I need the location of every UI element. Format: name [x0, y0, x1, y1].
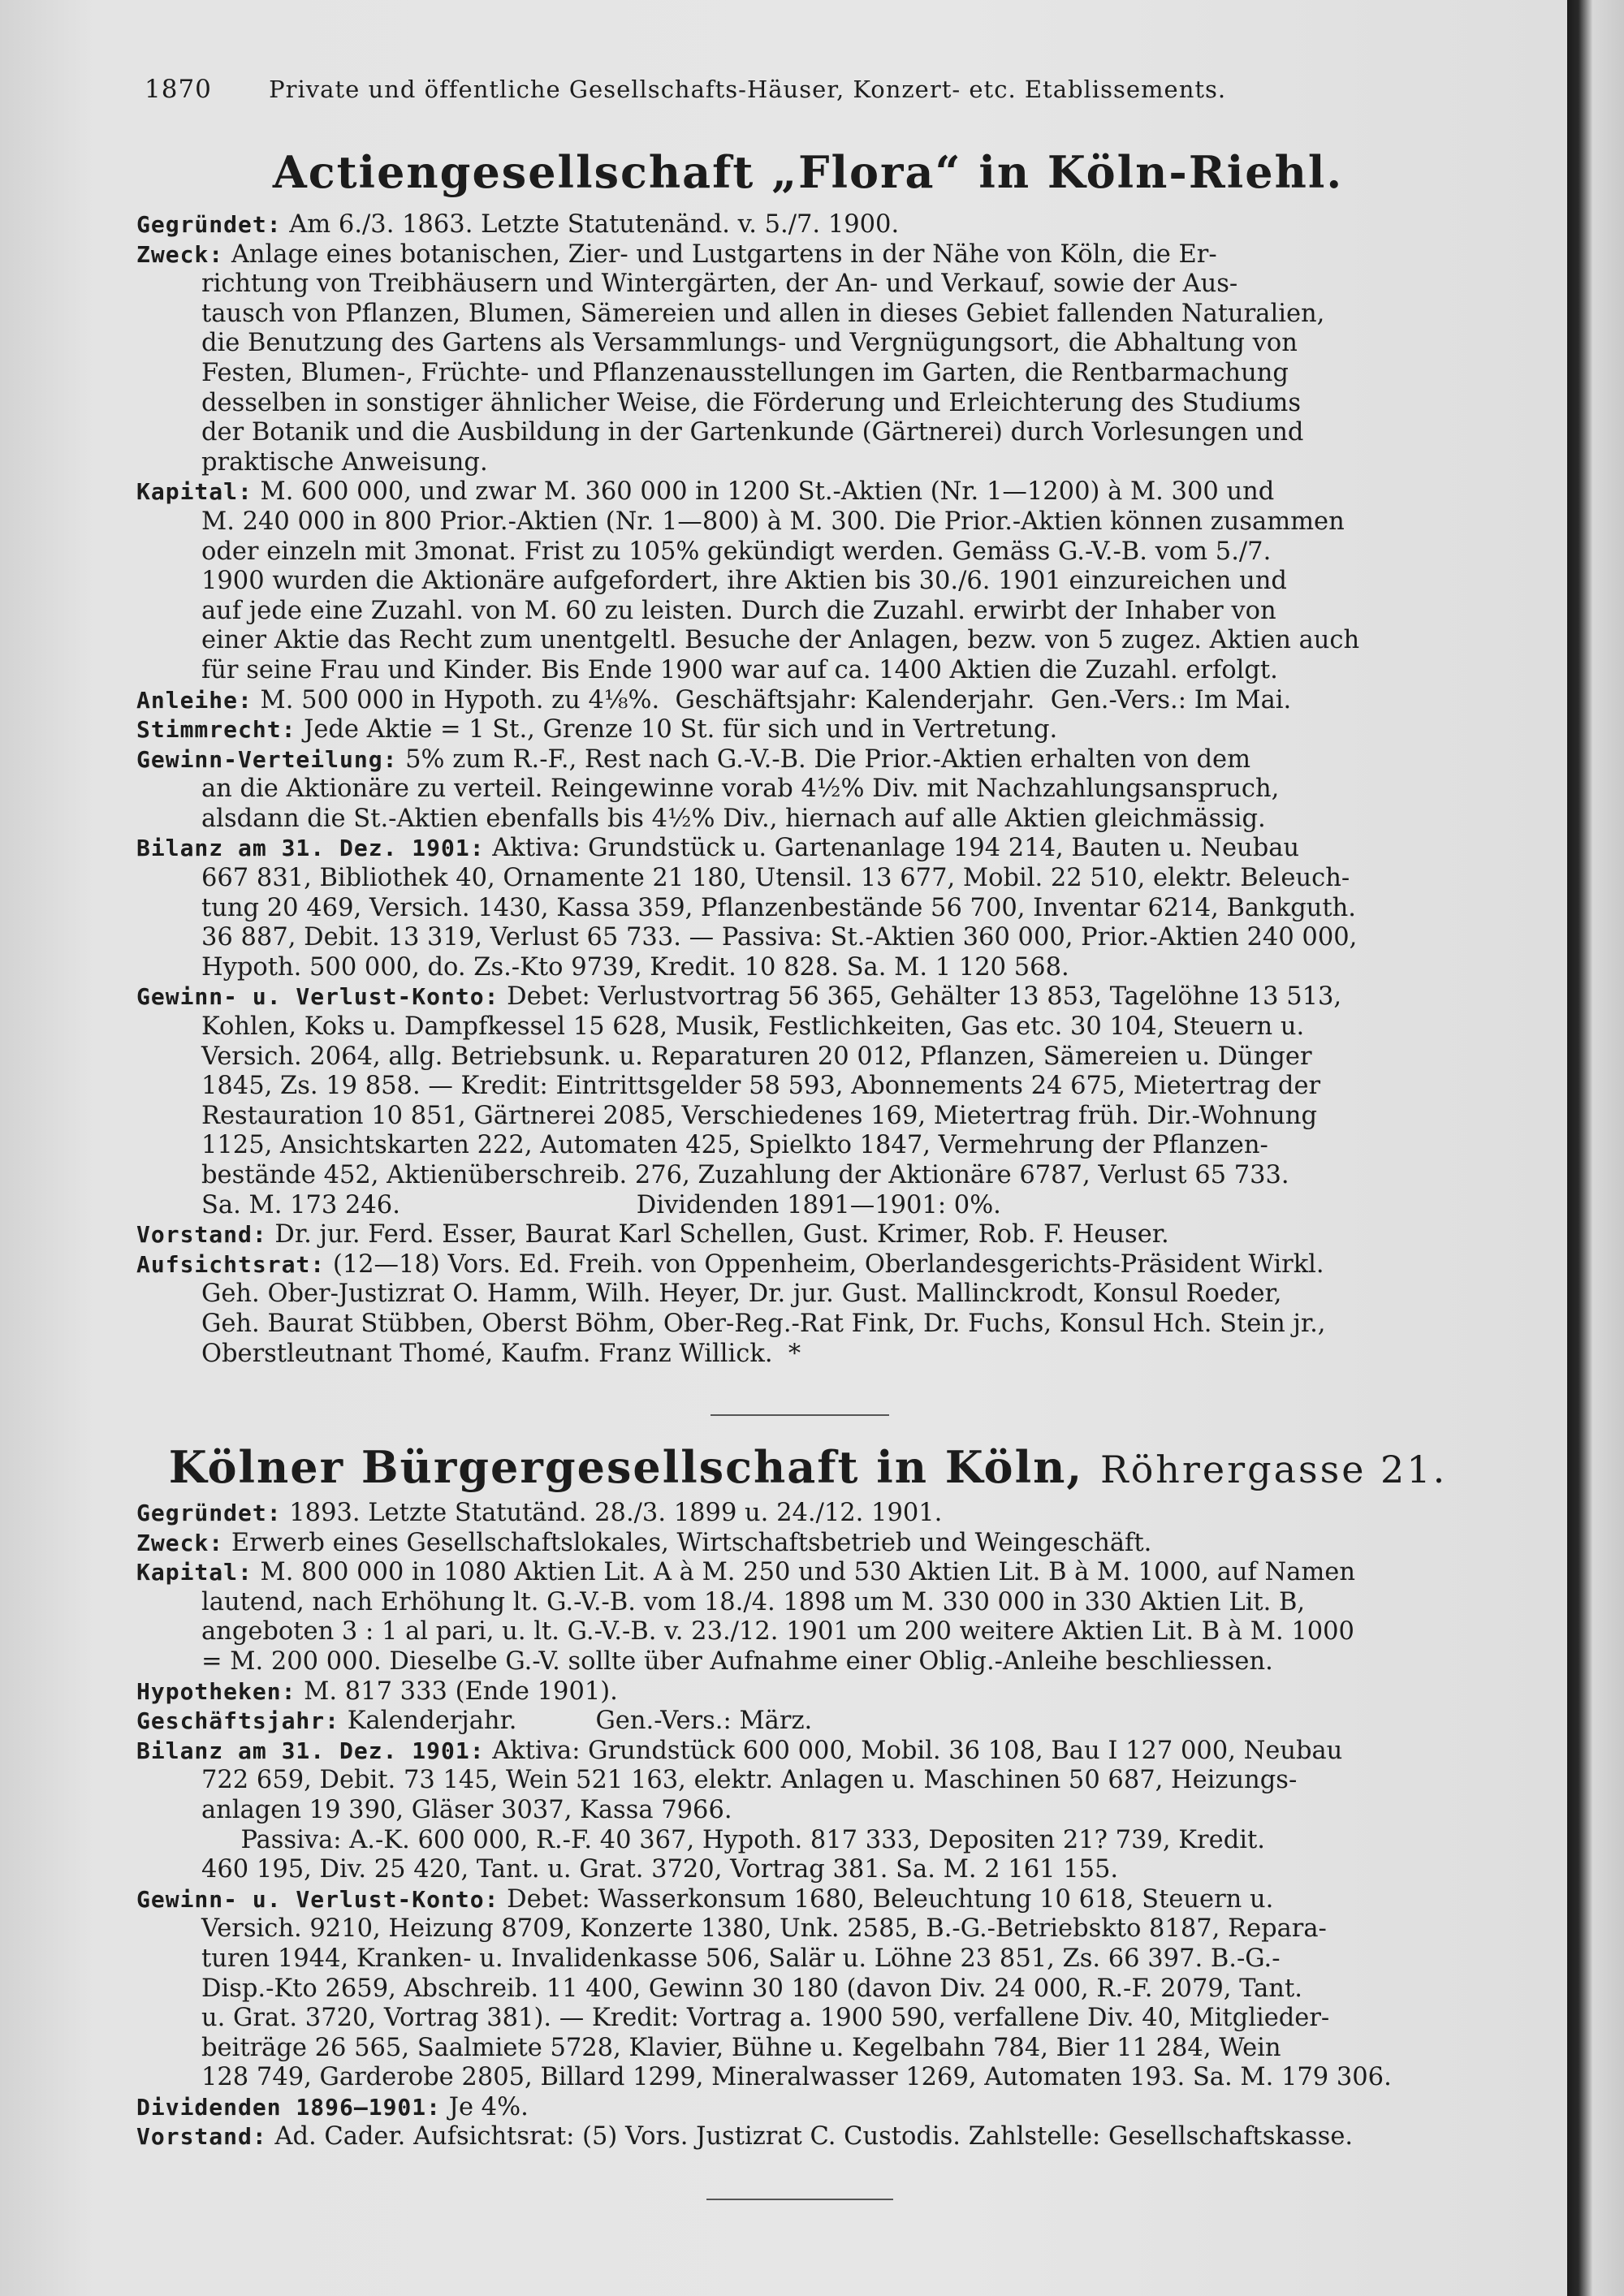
entry-text: tung 20 469, Versich. 1430, Kassa 359, Pflanzenbestände 56 700, Inventar 6214, Bankguth. [201, 893, 1356, 922]
entry-line [136, 2034, 1468, 2064]
company-2-entries [136, 1499, 1468, 2152]
entry-text: 1845, Zs. 19 858. — Kredit: Eintrittsgelder 58 593, Abonnements 24 675, Mietertrag der [201, 1072, 1321, 1101]
entry-text: alsdann die St.-Aktien ebenfalls bis 4½% Div., hiernach auf alle Aktien gleichmässig. [201, 804, 1266, 833]
entry-text: Restauration 10 851, Gärtnerei 2085, Verschiedenes 169, Mietertrag früh. Dir.-Wohnung [201, 1101, 1317, 1130]
entry-label: Zweck: [136, 1529, 224, 1556]
entry-text: Hypoth. 500 000, do. Zs.-Kto 9739, Kredit. 10 828. Sa. M. 1 120 568. [201, 952, 1069, 982]
entry-label: Gewinn-Verteilung: [136, 745, 398, 773]
entry-label: Gegründet: [136, 211, 282, 238]
entry-text: 128 749, Garderobe 2805, Billard 1299, Mineralwasser 1269, Automaten 193. Sa. M. 179 306. [201, 2063, 1392, 2092]
entry-text: die Benutzung des Gartens als Versammlungs- und Vergnügungsort, die Abhaltung von [201, 329, 1298, 358]
entry-text: Passiva: A.-K. 600 000, R.-F. 40 367, Hypoth. 817 333, Depositen 21? 739, Kredit. [201, 1825, 1265, 1854]
entry-line [136, 477, 1468, 507]
entry-line [136, 1796, 1468, 1826]
entry-line [136, 537, 1468, 568]
entry-text: Versich. 2064, allg. Betriebsunk. u. Reparaturen 20 012, Pflanzen, Sämereien u. Dünger [201, 1042, 1312, 1071]
entry-line [136, 1914, 1468, 1944]
entry-text: u. Grat. 3720, Vortrag 381). — Kredit: Vortrag a. 1900 590, verfallene Div. 40, Mitglieder- [201, 2004, 1330, 2033]
entry-text: lautend, nach Erhöhung lt. G.-V.-B. vom 18./4. 1898 um M. 330 000 in 330 Aktien Lit. B, [201, 1587, 1306, 1616]
entry-line [136, 1647, 1468, 1677]
entry-line [136, 507, 1468, 537]
entry-text: Jede Aktie = 1 St., Grenze 10 St. für sich und in Vertretung. [296, 715, 1058, 744]
entry-line [136, 953, 1468, 983]
entry-line [136, 894, 1468, 924]
entry-text: Geh. Baurat Stübben, Oberst Böhm, Ober-Reg.-Rat Fink, Dr. Fuchs, Konsul Hch. Stein jr., [201, 1309, 1326, 1338]
entry-text: Je 4%. [441, 2092, 529, 2121]
entry-text: Sa. M. 173 246. Dividenden 1891—1901: 0%. [201, 1190, 1001, 1219]
entry-line [136, 2122, 1468, 2152]
entry-text: Disp.-Kto 2659, Abschreib. 11 400, Gewinn 30 180 (davon Div. 24 000, R.-F. 2079, Tant. [201, 1974, 1302, 2003]
entry-text: Anlage eines botanischen, Zier- und Lustgartens in der Nähe von Köln, die Er- [223, 240, 1217, 269]
entry-line [136, 300, 1468, 330]
entry-text: Dr. jur. Ferd. Esser, Baurat Karl Schellen, Gust. Krimer, Rob. F. Heuser. [266, 1220, 1169, 1249]
entry-label: Kapital: [136, 478, 253, 506]
entry-line [136, 1766, 1468, 1796]
entry-label: Kapital: [136, 1559, 253, 1586]
entry-line [136, 656, 1468, 686]
running-title: Private und öffentliche Gesellschafts-Häuser, Konzert- etc. Etablissements. [269, 76, 1227, 103]
entry-line [136, 1012, 1468, 1042]
entry-text: 36 887, Debit. 13 319, Verlust 65 733. — Passiva: St.-Aktien 360 000, Prior.-Aktien 240 000, [201, 923, 1358, 952]
entry-text: Debet: Wasserkonsum 1680, Beleuchtung 10 618, Steuern u. [499, 1884, 1274, 1914]
entry-text: 1900 wurden die Aktionäre aufgefordert, ihre Aktien bis 30./6. 1901 einzureichen und [201, 567, 1287, 596]
entry-line [136, 1855, 1468, 1885]
company-1-entries [136, 210, 1468, 1369]
entry-text: 667 831, Bibliothek 40, Ornamente 21 180, Utensil. 13 677, Mobil. 22 510, elektr. Beleuch- [201, 864, 1350, 893]
entry-line [136, 210, 1468, 240]
entry-text: M. 600 000, und zwar M. 360 000 in 1200 St.-Aktien (Nr. 1—1200) à M. 300 und [252, 477, 1275, 507]
entry-line [136, 715, 1468, 745]
entry-label: Gegründet: [136, 1500, 282, 1526]
entry-line [136, 1280, 1468, 1310]
entry-line [136, 1588, 1468, 1618]
entry-text: tausch von Pflanzen, Blumen, Sämereien und allen in dieses Gebiet fallenden Naturalien, [201, 299, 1325, 328]
entry-line [136, 745, 1468, 775]
entry-text: richtung von Treibhäusern und Wintergärten, der An- und Verkauf, sowie der Aus- [201, 270, 1238, 299]
entry-text: bestände 452, Aktienüberschreib. 276, Zuzahlung der Aktionäre 6787, Verlust 65 733. [201, 1161, 1289, 1189]
entry-text: Am 6./3. 1863. Letzte Statutenänd. v. 5./7. 1900. [281, 210, 900, 239]
section-divider-bottom [706, 2199, 893, 2200]
entry-text: desselben in sonstiger ähnlicher Weise, die Förderung und Erleichterung des Studiums [201, 388, 1302, 417]
entry-text: der Botanik und die Ausbildung in der Gartenkunde (Gärtnerei) durch Vorlesungen und [201, 418, 1304, 447]
entry-text: angeboten 3 : 1 al pari, u. lt. G.-V.-B. v. 23./12. 1901 um 200 weitere Aktien Lit. B à M. 1000 [201, 1617, 1354, 1646]
entry-line [136, 923, 1468, 953]
entry-label: Vorstand: [136, 1221, 267, 1249]
entry-line [136, 1191, 1468, 1221]
entry-line [136, 1072, 1468, 1102]
entry-line [136, 1707, 1468, 1737]
entry-text: an die Aktionäre zu verteil. Reingewinne vorab 4½% Div. mit Nachzahlungsanspruch, [201, 775, 1280, 804]
entry-label: Vorstand: [136, 2123, 267, 2151]
entry-label: Bilanz am 31. Dez. 1901: [136, 835, 485, 862]
entry-text: Aktiva: Grundstück 600 000, Mobil. 36 108, Bau I 127 000, Neubau [484, 1736, 1343, 1765]
entry-line [136, 389, 1468, 419]
entry-text: Ad. Cader. Aufsichtsrat: (5) Vors. Justizrat C. Custodis. Zahlstelle: Gesellschaftskasse. [266, 2122, 1354, 2151]
entry-line [136, 1161, 1468, 1191]
entry-line [136, 1974, 1468, 2005]
entry-text: Kohlen, Koks u. Dampfkessel 15 628, Musik, Festlichkeiten, Gas etc. 30 104, Steuern u. [201, 1012, 1305, 1042]
entry-line [136, 834, 1468, 864]
entry-line [136, 1826, 1468, 1856]
entry-text: 5% zum R.-F., Rest nach G.-V.-B. Die Prior.-Aktien erhalten von dem [397, 744, 1251, 774]
entry-line [136, 359, 1468, 389]
entry-line [136, 626, 1468, 656]
entry-label: Hypotheken: [136, 1677, 296, 1705]
running-header [145, 75, 1354, 104]
entry-text: Aktiva: Grundstück u. Gartenanlage 194 214, Bauten u. Neubau [484, 834, 1300, 863]
entry-label: Bilanz am 31. Dez. 1901: [136, 1737, 485, 1764]
entry-line [136, 329, 1468, 359]
entry-line [136, 1677, 1468, 1707]
entry-line [136, 864, 1468, 894]
entry-line [136, 686, 1468, 716]
entry-line [136, 1499, 1468, 1529]
entry-label: Anleihe: [136, 686, 253, 714]
entry-label: Dividenden 1896—1901: [136, 2093, 442, 2121]
entry-line [136, 1944, 1468, 1974]
entry-line [136, 1102, 1468, 1132]
entry-text: Erwerb eines Gesellschaftslokales, Wirtschaftsbetrieb und Weingeschäft. [223, 1528, 1152, 1557]
entry-line [136, 1340, 1468, 1370]
entry-line [136, 1617, 1468, 1647]
entry-line [136, 448, 1468, 478]
entry-text: Versich. 9210, Heizung 8709, Konzerte 1380, Unk. 2585, B.-G.-Betriebskto 8187, Repara- [201, 1914, 1327, 1944]
entry-line [136, 775, 1468, 805]
entry-line [136, 1220, 1468, 1250]
entry-text: anlagen 19 390, Gläser 3037, Kassa 7966. [201, 1795, 732, 1824]
company-1-title: Actiengesellschaft „Flora“ in Köln-Riehl. [272, 146, 1344, 198]
company-2-name: Kölner Bürgergesellschaft in Köln, [168, 1441, 1084, 1493]
entry-line [136, 1737, 1468, 1767]
entry-text: Oberstleutnant Thomé, Kaufm. Franz Willick. * [201, 1339, 801, 1368]
entry-text: für seine Frau und Kinder. Bis Ende 1900 war auf ca. 1400 Aktien die Zuzahl. erfolgt. [201, 655, 1278, 684]
entry-text: einer Aktie das Recht zum unentgeltl. Besuche der Anlagen, bezw. von 5 zugez. Aktien auch [201, 626, 1360, 655]
company-2-address: Röhrergasse 21. [1099, 1448, 1448, 1491]
entry-text: M. 240 000 in 800 Prior.-Aktien (Nr. 1—800) à M. 300. Die Prior.-Aktien können zusammen [201, 507, 1345, 536]
entry-text: auf jede eine Zuzahl. von M. 60 zu leisten. Durch die Zuzahl. erwirbt der Inhaber von [201, 596, 1276, 625]
entry-label: Gewinn- u. Verlust-Konto: [136, 983, 499, 1011]
entry-label: Gewinn- u. Verlust-Konto: [136, 1885, 499, 1913]
entry-text: Debet: Verlustvortrag 56 365, Gehälter 13 853, Tagelöhne 13 513, [499, 982, 1342, 1012]
page-number: 1870 [145, 75, 212, 104]
entry-text: M. 817 333 (Ende 1901). [296, 1677, 618, 1706]
entry-text: turen 1944, Kranken- u. Invalidenkasse 506, Salär u. Löhne 23 851, Zs. 66 397. B.-G.- [201, 1944, 1281, 1973]
entry-line [136, 567, 1468, 597]
entry-line [136, 1310, 1468, 1340]
section-divider [710, 1414, 889, 1416]
entry-line [136, 2004, 1468, 2034]
entry-line [136, 270, 1468, 300]
entry-line [136, 1558, 1468, 1588]
company-2-title [134, 1441, 1482, 1493]
entry-line [136, 418, 1468, 448]
entry-line [136, 2063, 1468, 2093]
entry-line [136, 1131, 1468, 1161]
entry-text: Festen, Blumen-, Früchte- und Pflanzenausstellungen im Garten, die Rentbarmachung [201, 358, 1289, 387]
entry-text: Geh. Ober-Justizrat O. Hamm, Wilh. Heyer, Dr. jur. Gust. Mallinckrodt, Konsul Roeder, [201, 1280, 1282, 1309]
entry-line [136, 2093, 1468, 2123]
entry-text: 460 195, Div. 25 420, Tant. u. Grat. 3720, Vortrag 381. Sa. M. 2 161 155. [201, 1855, 1119, 1884]
entry-line [136, 1250, 1468, 1280]
entry-text: oder einzeln mit 3monat. Frist zu 105% gekündigt werden. Gemäss G.-V.-B. vom 5./7. [201, 537, 1272, 566]
entry-text: M. 500 000 in Hypoth. zu 4⅛%. Geschäftsjahr: Kalenderjahr. Gen.-Vers.: Im Mai. [252, 685, 1292, 714]
entry-text: = M. 200 000. Dieselbe G.-V. sollte über Aufnahme einer Oblig.-Anleihe beschliessen. [201, 1646, 1273, 1676]
entry-label: Stimmrecht: [136, 716, 296, 744]
entry-line [136, 597, 1468, 627]
entry-text: 1893. Letzte Statutänd. 28./3. 1899 u. 24./12. 1901. [281, 1499, 943, 1527]
entry-text: M. 800 000 in 1080 Aktien Lit. A à M. 250 und 530 Aktien Lit. B à M. 1000, auf Namen [252, 1558, 1355, 1587]
entry-line [136, 1042, 1468, 1072]
entry-label: Zweck: [136, 240, 224, 268]
scan-binding-edge [1567, 0, 1624, 2296]
entry-label: Aufsichtsrat: [136, 1250, 326, 1278]
entry-text: 1125, Ansichtskarten 222, Automaten 425, Spielkto 1847, Vermehrung der Pflanzen- [201, 1131, 1268, 1160]
entry-text: (12—18) Vors. Ed. Freih. von Oppenheim, Oberlandesgerichts-Präsident Wirkl. [325, 1249, 1324, 1279]
entry-line [136, 240, 1468, 270]
entry-text: Kalenderjahr. Gen.-Vers.: März. [339, 1707, 813, 1736]
entry-text: 722 659, Debit. 73 145, Wein 521 163, elektr. Anlagen u. Maschinen 50 687, Heizungs- [201, 1766, 1298, 1795]
entry-text: praktische Anweisung. [201, 447, 488, 477]
entry-label: Geschäftsjahr: [136, 1707, 340, 1735]
entry-line [136, 1529, 1468, 1559]
entry-text: beiträge 26 565, Saalmiete 5728, Klavier, Bühne u. Kegelbahn 784, Bier 11 284, Wein [201, 2033, 1281, 2062]
entry-line [136, 1885, 1468, 1915]
entry-line [136, 982, 1468, 1012]
entry-line [136, 805, 1468, 835]
